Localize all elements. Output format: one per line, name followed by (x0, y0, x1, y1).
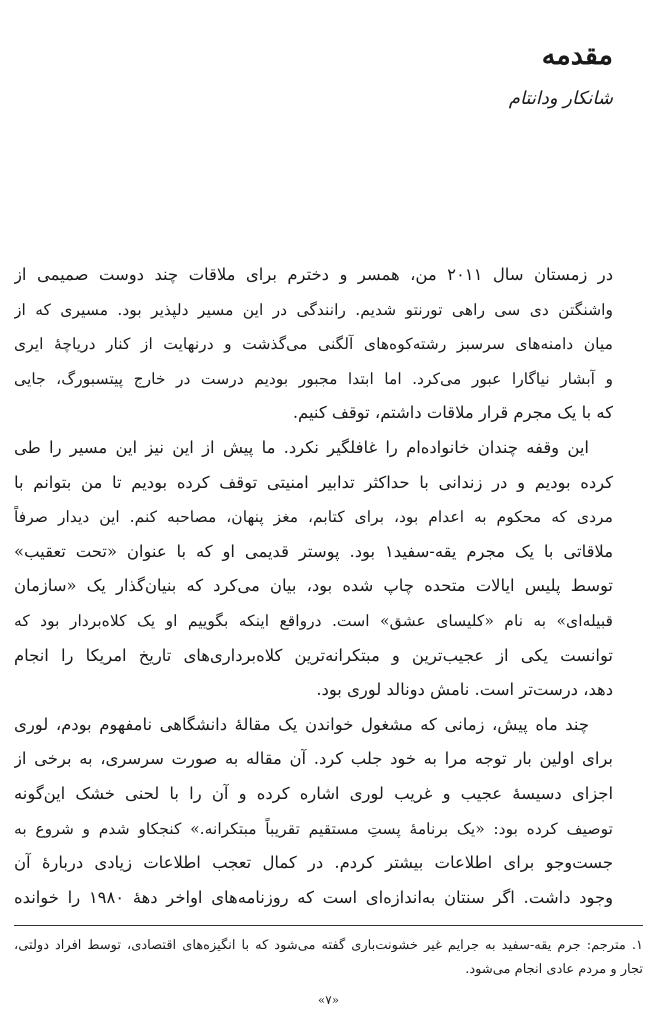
text-line: ملاقاتی با یک مجرم یقه-سفید۱ بود. پوستر قدیمی او که با عنوان «تحت تعقیب» (14, 541, 613, 561)
text-line: برای اولین بار توجه مرا به خود جلب کرد. آن مقاله به صورت سرسری، به برخی از (14, 749, 613, 769)
text-line: و آبشار نیاگارا عبور می‌کرد. اما ابتدا مجبور بودیم درست در خارج پیتسبورگ، جایی (14, 369, 613, 388)
page-number: «۷» (317, 993, 340, 1007)
text-line: در زمستان سال ۲۰۱۱ من، همسر و دخترم برای ملاقات چند دوست صمیمی از (14, 265, 613, 284)
text-line: این وقفه چندان خانواده‌ام را غافلگیر نکرد. ما پیش از این نیز این مسیر را طی (14, 437, 589, 457)
paragraph-1 (14, 258, 613, 431)
text-line: جست‌وجو برای اطلاعات بیشتر کردم. در کمال تعجب اطلاعات زیادی دربارهٔ آن (14, 853, 613, 873)
text-line: توصیف کرده بود: «یک برنامهٔ پستِ مستقیم تقریباً مبتکرانه.» کنجکاو شدم و شروع به (14, 819, 613, 838)
text-line: کرده بودیم و در زندانی با حداکثر تدابیر امنیتی توقف کرده بودیم تا من بتوانم با (14, 472, 613, 492)
text-line: قبیله‌ای» به نام «کلیسای عشق» است. درواقع اینکه بگوییم او یک کلاه‌بردار بود که (14, 611, 613, 630)
text-line: اجزای دسیسهٔ عجیب و غریب لوری اشاره کرده و آن را با لحنی خشک این‌گونه (14, 783, 613, 803)
text-line: واشنگتن دی سی راهی تورنتو شدیم. رانندگی در این مسیر دلپذیر بود. مسیری که از (14, 300, 613, 319)
text-line: مردی که محکوم به اعدام بود، برای کتابم، مغز پنهان، مصاحبه کنم. این دیدار صرفاً (14, 508, 613, 527)
body-text (14, 258, 613, 915)
text-line: دهد، درست‌تر است. نامش دونالد لوری بود. (316, 680, 613, 700)
footnote (14, 934, 643, 982)
chapter-title: مقدمه (541, 40, 613, 71)
footnote-separator (14, 925, 643, 926)
text-line: توسط پلیس ایالات متحده چاپ شده بود، بیان می‌کرد که بنیان‌گذار یک «سازمان (14, 576, 613, 596)
text-line: چند ماه پیش، زمانی که مشغول خواندن یک مقالهٔ دانشگاهی نامفهوم بودم، لوری (14, 714, 589, 734)
text-line: وجود داشت. اگر سنتان به‌اندازه‌ای است که روزنامه‌های اواخر دههٔ ۱۹۸۰ را خوانده (14, 887, 613, 907)
footnote-line: تجار و مردم عادی انجام می‌شود. (465, 962, 643, 977)
paragraph-2 (14, 431, 613, 708)
text-line: توانست یکی از عجیب‌ترین و مبتکرانه‌ترین کلاه‌برداری‌های تاریخ امریکا را انجام (14, 645, 613, 665)
paragraph-3 (14, 708, 613, 916)
footnote-line: ۱. مترجم: جرم یقه-سفید به جرایم غیر خشونت‌باری گفته می‌شود که با انگیزه‌های اقتصادی، توسط افراد دولتی، (14, 938, 643, 953)
text-line: میان دامنه‌های سرسبز رشته‌کوه‌های آلگنی می‌گذشت و درنهایت از کنار دریاچهٔ ایری (14, 335, 613, 354)
chapter-author: شانکار ودانتام (508, 88, 613, 109)
text-line: که با یک مجرم قرار ملاقات داشتم، توقف کنیم. (292, 403, 613, 423)
